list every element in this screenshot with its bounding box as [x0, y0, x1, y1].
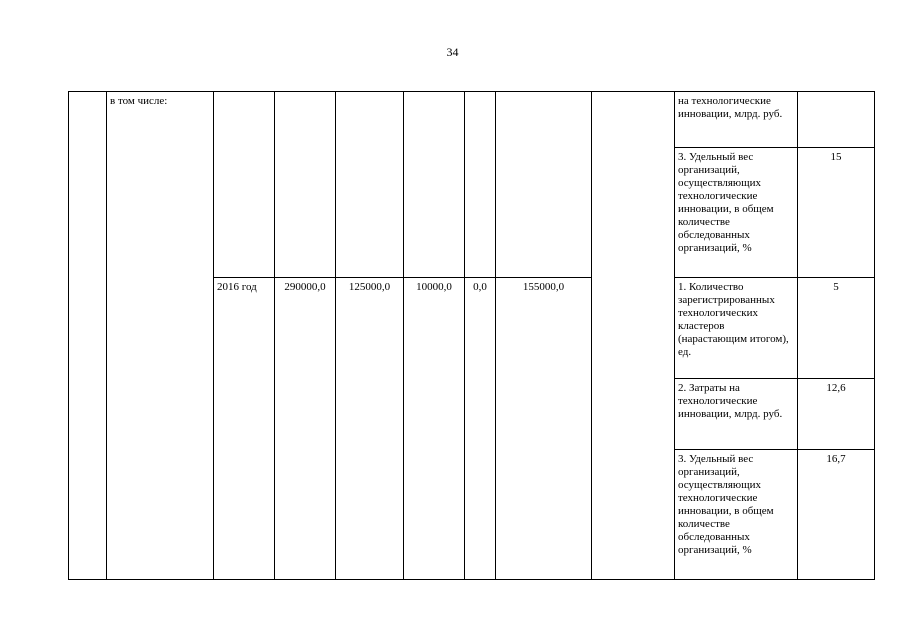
value-cell: [465, 92, 496, 278]
indicator-name: 2. Затраты на технологические инновации, млрд. руб.: [675, 379, 798, 450]
value-cell: [336, 92, 404, 278]
value-cell: [404, 92, 465, 278]
indicator-name: на технологические инновации, млрд. руб.: [675, 92, 798, 148]
activity-label-text: в том числе:: [110, 95, 168, 107]
indicator-name: 1. Количество зарегистрированных технологических кластеров (нарастающим итогом), ед.: [675, 278, 798, 379]
value-cell: 10000,0: [404, 278, 465, 580]
executor-cell: [592, 92, 675, 580]
value-cell: 125000,0: [336, 278, 404, 580]
page-number: 34: [446, 45, 459, 59]
indicator-value: 16,7: [798, 450, 875, 580]
indicator-value: 15: [798, 148, 875, 278]
indicator-value: 12,6: [798, 379, 875, 450]
indicator-value: 5: [798, 278, 875, 379]
table-row: [69, 92, 875, 148]
value-cell: 155000,0: [496, 278, 592, 580]
value-cell: 290000,0: [275, 278, 336, 580]
index-cell: [69, 92, 107, 580]
indicator-name: 3. Удельный вес организаций, осуществляющих технологические инновации, в общем количестве обследованных организаций, %: [675, 148, 798, 278]
activity-label-cell: [107, 92, 214, 580]
value-cell: [496, 92, 592, 278]
value-cell: 0,0: [465, 278, 496, 580]
indicator-name: 3. Удельный вес организаций, осуществляющих технологические инновации, в общем количестве обследованных организаций, %: [675, 450, 798, 580]
program-table: [68, 91, 875, 580]
year-cell: [214, 92, 275, 278]
indicator-value: [798, 92, 875, 148]
value-cell: [275, 92, 336, 278]
year-cell: 2016 год: [214, 278, 275, 580]
